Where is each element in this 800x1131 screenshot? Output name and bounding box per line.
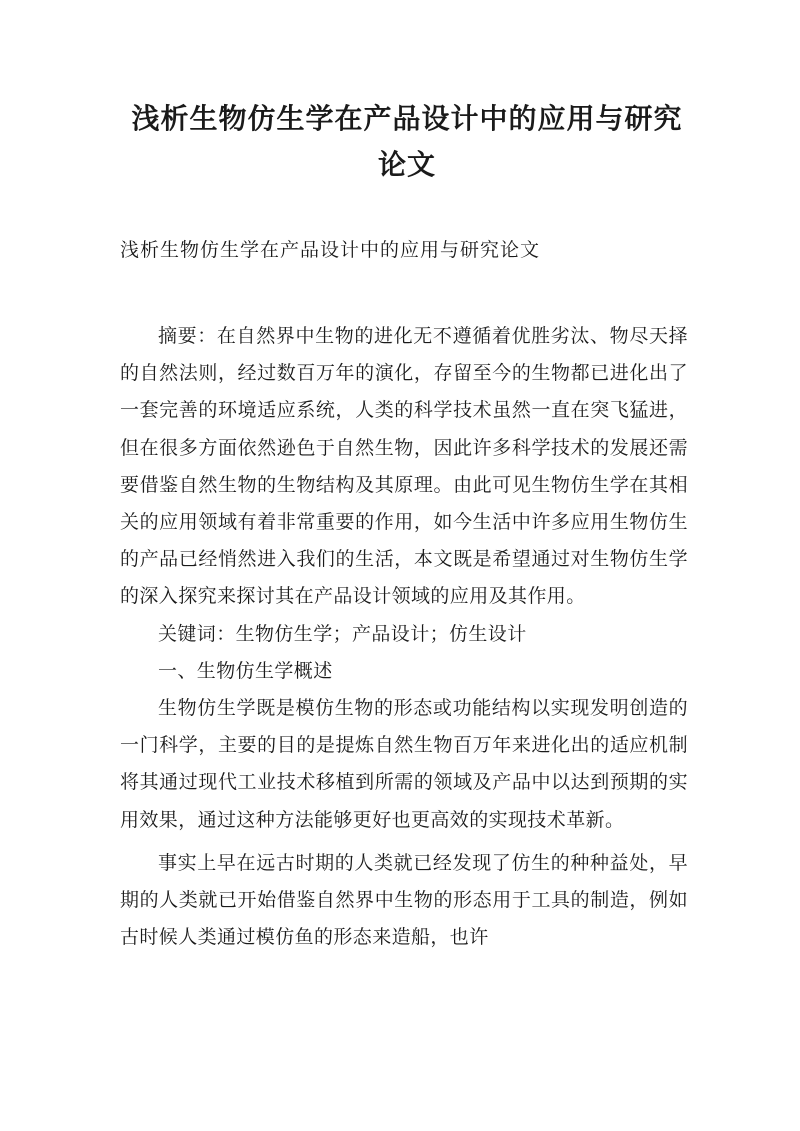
abstract-paragraph: 摘要：在自然界中生物的进化无不遵循着优胜劣汰、物尽天择的自然法则，经过数百万年的演化，存留至今的生物都已进化出了一套完善的环境适应系统，人类的科学技术虽然一直在突飞猛进，但在很多方面依然逊色于自然生物，因此许多科学技术的发展还需要借鉴自然生物的生物结构及其原理。由此可见生物仿生学在其相关的应用领域有着非常重要的作用，如今生活中许多应用生物仿生的产品已经悄然进入我们的生活，本文既是希望通过对生物仿生学的深入探究来探讨其在产品设计领域的应用及其作用。 xyxy=(120,325,688,608)
body-paragraph: 生物仿生学既是模仿生物的形态或功能结构以实现发明创造的一门科学，主要的目的是提炼自然生物百万年来进化出的适应机制将其通过现代工业技术移植到所需的领域及产品中以达到预期的实用效果，通过这种方法能够更好也更高效的实现技术革新。 xyxy=(120,697,688,831)
section-heading: 一、生物仿生学概述 xyxy=(158,659,333,682)
keywords-line: 关键词：生物仿生学；产品设计；仿生设计 xyxy=(158,622,527,645)
body-paragraph: 事实上早在远古时期的人类就已经发现了仿生的种种益处，早期的人类就已开始借鉴自然界中生物的形态用于工具的制造，例如古时候人类通过模仿鱼的形态来造船，也许 xyxy=(120,851,688,949)
document-body xyxy=(120,318,688,956)
document-title: 浅析生物仿生学在产品设计中的应用与研究论文 xyxy=(131,102,683,181)
document-subtitle: 浅析生物仿生学在产品设计中的应用与研究论文 xyxy=(120,239,541,261)
